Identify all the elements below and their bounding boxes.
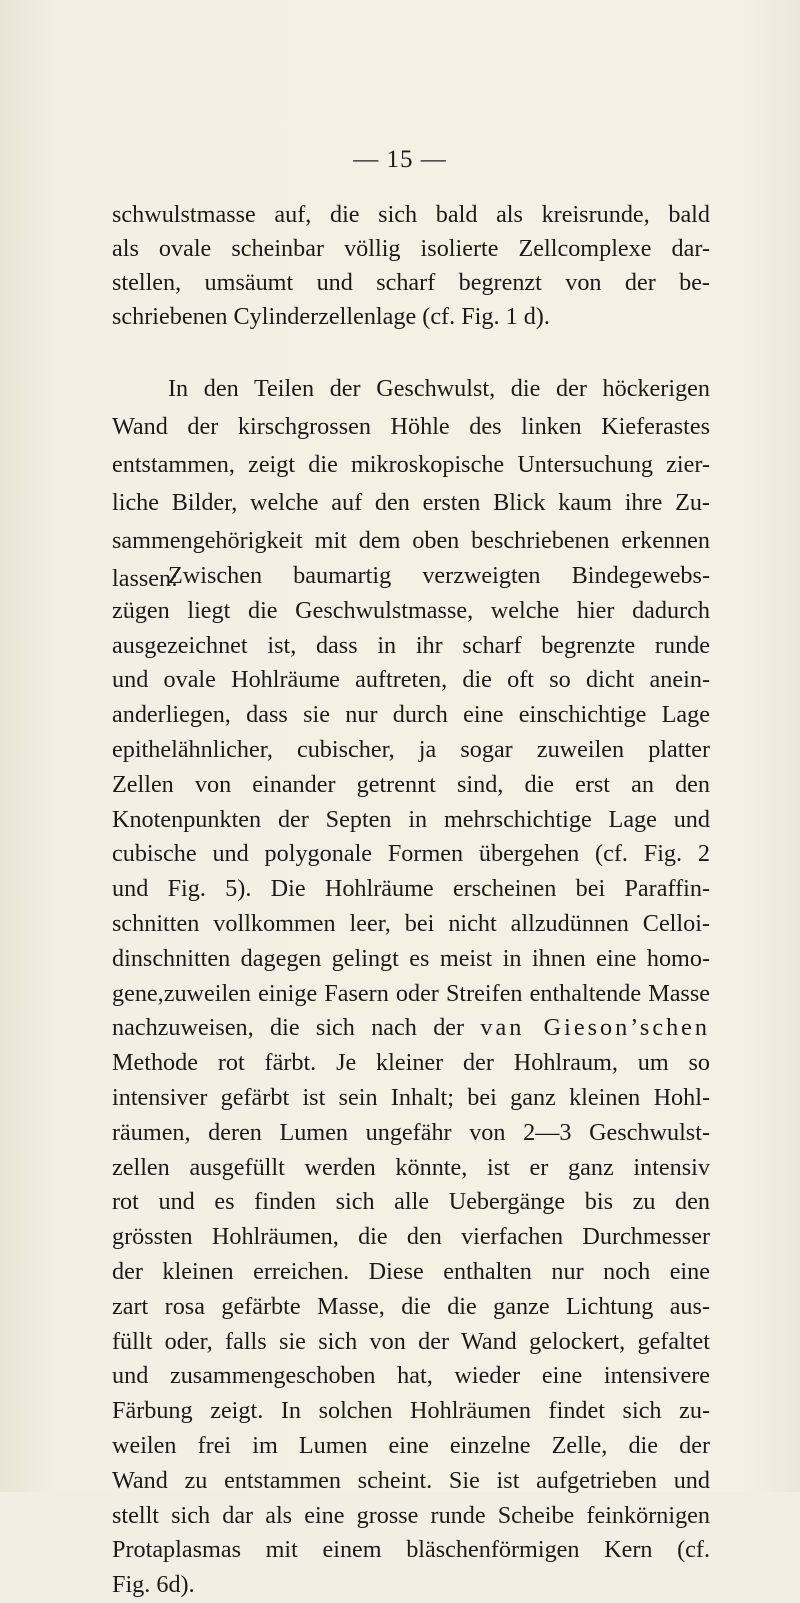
text-line: sammengehörigkeit mit dem oben beschriebenen erkennen: [112, 527, 710, 554]
text-line: liche Bilder, welche auf den ersten Blick kaum ihre Zu-: [112, 489, 710, 516]
text-line: dinschnitten dagegen gelingt es meist in ihnen eine homo-: [112, 944, 710, 972]
text-line: intensiver gefärbt ist sein Inhalt; bei ganz kleinen Hohl-: [112, 1083, 710, 1111]
text-line: schriebenen Cylinderzellenlage (cf. Fig. 1 d).: [112, 303, 550, 330]
text-line: zügen liegt die Geschwulstmasse, welche hier dadurch: [112, 596, 710, 624]
text-line: Protaplasmas mit einem bläschenförmigen Kern (cf.: [112, 1536, 710, 1564]
text-line: grössten Hohlräumen, die den vierfachen Durchmesser: [112, 1223, 710, 1251]
text-line: weilen frei im Lumen eine einzelne Zelle, die der: [112, 1431, 710, 1459]
text-line: Wand zu entstammen scheint. Sie ist aufgetrieben und: [112, 1466, 710, 1494]
text-line: und zusammengeschoben hat, wieder eine intensivere: [112, 1362, 710, 1390]
text-line: entstammen, zeigt die mikroskopische Untersuchung zier-: [112, 451, 710, 478]
text-line: räumen, deren Lumen ungefähr von 2—3 Geschwulst-: [112, 1118, 710, 1146]
text-line: schwulstmasse auf, die sich bald als kreisrunde, bald: [112, 201, 710, 228]
text-line: Färbung zeigt. In solchen Hohlräumen findet sich zu-: [112, 1397, 710, 1425]
text-line: gene,zuweilen einige Fasern oder Streifen enthaltende Masse: [112, 979, 710, 1007]
paragraph-3: [112, 559, 710, 1603]
paragraph-1: [112, 198, 710, 334]
text-line: stellt sich dar als eine grosse runde Scheibe feinkörnigen: [112, 1501, 710, 1529]
page-number: — 15 —: [353, 146, 447, 173]
spaced-name: van Gieson’schen: [480, 1014, 710, 1042]
text-line-with-name: [112, 1011, 710, 1046]
text-line: Methode rot färbt. Je kleiner der Hohlraum, um so: [112, 1049, 710, 1077]
text-line: als ovale scheinbar völlig isolierte Zellcomplexe dar-: [112, 235, 710, 262]
text-line: und ovale Hohlräume auftreten, die oft so dicht anein-: [112, 666, 710, 694]
text-line: Zellen von einander getrennt sind, die erst an den: [112, 770, 710, 798]
text-line: cubische und polygonale Formen übergehen (cf. Fig. 2: [112, 840, 710, 868]
text-line: In den Teilen der Geschwulst, die der höckerigen: [168, 375, 710, 402]
text-line: rot und es finden sich alle Uebergänge bis zu den: [112, 1188, 710, 1216]
text-line: stellen, umsäumt und scharf begrenzt von der be-: [112, 269, 710, 296]
text-line: und Fig. 5). Die Hohlräume erscheinen bei Paraffin-: [112, 875, 710, 903]
text-line: Knotenpunkten der Septen in mehrschichtige Lage und: [112, 805, 710, 833]
text-line: Zwischen baumartig verzweigten Bindegewebs-: [168, 562, 710, 589]
text-segment: nachzuweisen, die sich nach der: [112, 1014, 465, 1042]
text-line: lassen:: [112, 565, 178, 592]
text-line: epithelähnlicher, cubischer, ja sogar zuweilen platter: [112, 735, 710, 763]
text-line: zart rosa gefärbte Masse, die die ganze Lichtung aus-: [112, 1292, 710, 1320]
text-line: schnitten vollkommen leer, bei nicht allzudünnen Celloi-: [112, 909, 710, 937]
text-line: Wand der kirschgrossen Höhle des linken Kieferastes: [112, 413, 710, 440]
text-line: Fig. 6d).: [112, 1571, 195, 1599]
text-line: füllt oder, falls sie sich von der Wand gelockert, gefaltet: [112, 1327, 710, 1355]
text-line: zellen ausgefüllt werden könnte, ist er ganz intensiv: [112, 1153, 710, 1181]
text-line: ausgezeichnet ist, dass in ihr scharf begrenzte runde: [112, 631, 710, 659]
text-line: anderliegen, dass sie nur durch eine einschichtige Lage: [112, 701, 710, 729]
text-line: der kleinen erreichen. Diese enthalten nur noch eine: [112, 1257, 710, 1285]
